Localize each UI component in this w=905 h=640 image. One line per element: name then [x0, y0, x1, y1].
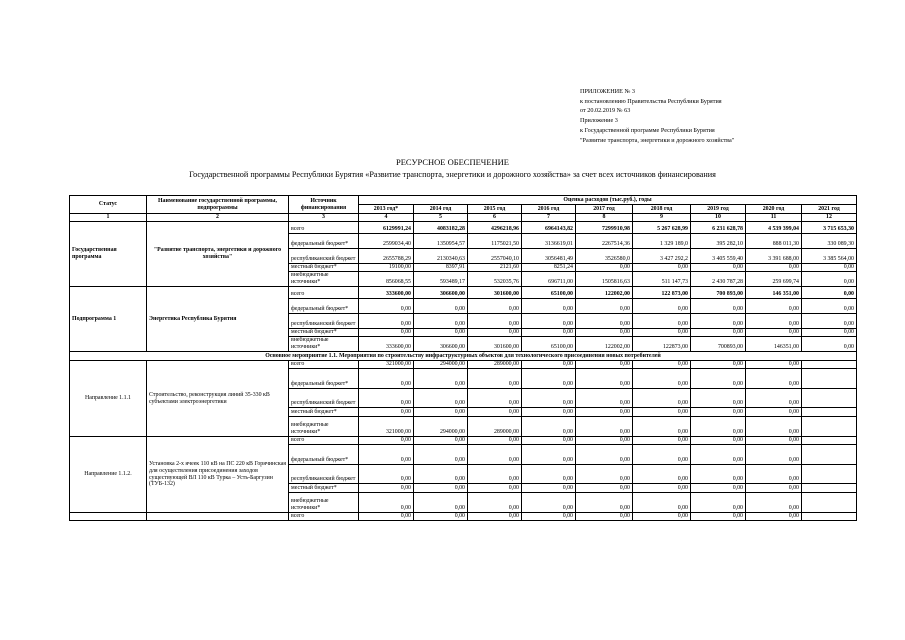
header-line: от 20.02.2019 № 63 — [580, 107, 631, 115]
value-cell: 0,00 — [633, 264, 691, 272]
source-label: внебюджетные источники* — [289, 272, 359, 287]
value-cell: 0,00 — [576, 445, 633, 465]
value-cell: 0,00 — [576, 408, 633, 417]
value-cell: 0,00 — [576, 417, 633, 437]
value-cell: 888 011,30 — [746, 234, 802, 249]
row-name: Энергетика Республика Бурятия — [147, 287, 289, 352]
year-header: 2019 год — [691, 205, 746, 214]
value-cell: 0,00 — [576, 465, 633, 484]
value-cell: 0,00 — [576, 329, 633, 337]
source-label: внебюджетные источники* — [289, 337, 359, 352]
value-cell: 0,00 — [576, 484, 633, 493]
value-cell: 6129991,24 — [359, 222, 414, 234]
value-cell: 2130340,63 — [414, 249, 468, 264]
value-cell: 0,00 — [691, 408, 746, 417]
value-cell: 0,00 — [522, 513, 576, 521]
value-cell: 0,00 — [691, 314, 746, 329]
row-name: Строительство, реконструкция линий 35-330 кВ субъектами электроэнергетики — [147, 361, 289, 437]
row-name: Установка 2-х ячеек 110 кВ на ПС 220 кВ Горячинская для осуществления присоединения заходов существующей ВЛ 110 кВ Турка – Усть-Баргузин (ТУБ-132) — [147, 437, 289, 513]
value-cell: 122 873,00 — [633, 287, 691, 299]
value-cell: 0,00 — [633, 445, 691, 465]
value-cell: 0,00 — [522, 329, 576, 337]
value-cell: 330 089,30 — [802, 234, 857, 249]
value-cell: 6964143,82 — [522, 222, 576, 234]
value-cell: 0,00 — [359, 493, 414, 513]
value-cell: 0,00 — [522, 369, 576, 389]
column-number: 7 — [522, 214, 576, 222]
value-cell — [802, 493, 857, 513]
value-cell: 0,00 — [802, 337, 857, 352]
value-cell: 8397,91 — [414, 264, 468, 272]
column-number: 11 — [746, 214, 802, 222]
value-cell: 5 267 628,99 — [633, 222, 691, 234]
value-cell: 0,00 — [746, 484, 802, 493]
col-header-status: Статус — [70, 196, 147, 214]
value-cell: 0,00 — [522, 437, 576, 445]
value-cell: 301600,00 — [468, 337, 522, 352]
table-row — [70, 437, 857, 445]
row-name — [147, 513, 289, 521]
year-header: 2014 год — [414, 205, 468, 214]
year-header: 2015 год — [468, 205, 522, 214]
value-cell: 259 699,74 — [746, 272, 802, 287]
value-cell: 0,00 — [633, 361, 691, 369]
value-cell: 0,00 — [691, 264, 746, 272]
approval-header — [580, 87, 880, 145]
value-cell: 0,00 — [691, 329, 746, 337]
row-status: Направление 1.1.2. — [70, 437, 147, 513]
value-cell: 321000,00 — [359, 361, 414, 369]
value-cell: 1 329 189,0 — [633, 234, 691, 249]
value-cell: 0,00 — [522, 493, 576, 513]
value-cell: 3 385 564,00 — [802, 249, 857, 264]
value-cell: 1350954,57 — [414, 234, 468, 249]
value-cell: 0,00 — [746, 389, 802, 408]
value-cell: 0,00 — [576, 493, 633, 513]
value-cell — [802, 465, 857, 484]
value-cell: 3 427 292,2 — [633, 249, 691, 264]
value-cell: 122002,00 — [576, 337, 633, 352]
table-row — [70, 222, 857, 234]
value-cell: 7299910,98 — [576, 222, 633, 234]
value-cell: 0,00 — [746, 369, 802, 389]
value-cell — [802, 389, 857, 408]
value-cell: 122002,00 — [576, 287, 633, 299]
value-cell: 0,00 — [802, 264, 857, 272]
source-label: федеральный бюджет* — [289, 445, 359, 465]
source-label: федеральный бюджет* — [289, 369, 359, 389]
value-cell: 696711,00 — [522, 272, 576, 287]
value-cell: 4083182,28 — [414, 222, 468, 234]
value-cell: 0,00 — [691, 484, 746, 493]
value-cell: 856068,55 — [359, 272, 414, 287]
value-cell: 0,00 — [468, 493, 522, 513]
value-cell: 1505816,63 — [576, 272, 633, 287]
value-cell: 0,00 — [414, 369, 468, 389]
value-cell: 333600,00 — [359, 337, 414, 352]
header-line: "Развитие транспорта, энергетики и дорожного хозяйства" — [580, 136, 735, 144]
value-cell: 289000,00 — [468, 417, 522, 437]
column-number: 2 — [147, 214, 289, 222]
column-number: 12 — [802, 214, 857, 222]
value-cell: 0,00 — [468, 445, 522, 465]
value-cell: 0,00 — [746, 329, 802, 337]
source-label: местный бюджет* — [289, 484, 359, 493]
value-cell: 3526580,0 — [576, 249, 633, 264]
value-cell: 0,00 — [633, 329, 691, 337]
value-cell: 0,00 — [633, 513, 691, 521]
column-number: 5 — [414, 214, 468, 222]
value-cell: 289000,00 — [468, 361, 522, 369]
value-cell: 0,00 — [576, 361, 633, 369]
value-cell: 0,00 — [633, 417, 691, 437]
row-status: Подпрограмма 1 — [70, 287, 147, 352]
column-number: 3 — [289, 214, 359, 222]
header-line: Приложение 3 — [580, 117, 618, 125]
value-cell: 0,00 — [746, 314, 802, 329]
year-header: 2016 год — [522, 205, 576, 214]
column-number: 10 — [691, 214, 746, 222]
value-cell: 0,00 — [691, 513, 746, 521]
value-cell: 0,00 — [468, 465, 522, 484]
value-cell: 3136619,01 — [522, 234, 576, 249]
source-label: республиканский бюджет — [289, 465, 359, 484]
value-cell: 0,00 — [522, 417, 576, 437]
year-header: 2013 год* — [359, 205, 414, 214]
value-cell: 0,00 — [414, 465, 468, 484]
value-cell: 0,00 — [746, 437, 802, 445]
source-label: местный бюджет* — [289, 264, 359, 272]
value-cell: 0,00 — [633, 314, 691, 329]
value-cell: 0,00 — [414, 389, 468, 408]
value-cell: 321000,00 — [359, 417, 414, 437]
value-cell: 0,00 — [414, 437, 468, 445]
value-cell: 0,00 — [468, 513, 522, 521]
section-title: Основное мероприятие 1.1. Мероприятия по строительству инфраструктурных объектов для технологического присоединения новых потребителей — [70, 352, 857, 361]
column-number: 9 — [633, 214, 691, 222]
value-cell: 700 893,00 — [691, 287, 746, 299]
header-line: ПРИЛОЖЕНИЕ № 3 — [580, 88, 636, 95]
value-cell: 0,00 — [633, 299, 691, 314]
value-cell: 0,00 — [414, 445, 468, 465]
resource-table — [69, 195, 857, 521]
col-header-source: Источник финансирования — [289, 196, 359, 214]
row-name: "Развитие транспорта, энергетики и дорожного хозяйства" — [147, 222, 289, 287]
value-cell: 0,00 — [414, 329, 468, 337]
year-header: 2018 год — [633, 205, 691, 214]
value-cell: 0,00 — [414, 493, 468, 513]
col-header-estimate: Оценка расходов (тыс.руб.), годы — [359, 196, 857, 205]
value-cell: 0,00 — [633, 437, 691, 445]
value-cell: 395 282,10 — [691, 234, 746, 249]
document-title: РЕСУРСНОЕ ОБЕСПЕЧЕНИЕ — [396, 157, 509, 167]
value-cell: 0,00 — [522, 299, 576, 314]
value-cell: 0,00 — [468, 329, 522, 337]
value-cell — [802, 437, 857, 445]
source-label: местный бюджет* — [289, 408, 359, 417]
value-cell: 0,00 — [746, 417, 802, 437]
value-cell: 3 405 559,40 — [691, 249, 746, 264]
value-cell: 0,00 — [746, 465, 802, 484]
value-cell: 19100,00 — [359, 264, 414, 272]
value-cell: 146351,00 — [746, 337, 802, 352]
value-cell: 0,00 — [414, 484, 468, 493]
value-cell: 0,00 — [522, 389, 576, 408]
value-cell: 593489,17 — [414, 272, 468, 287]
source-label: внебюджетные источники* — [289, 493, 359, 513]
value-cell: 306600,00 — [414, 287, 468, 299]
row-status — [70, 513, 147, 521]
value-cell: 0,00 — [691, 389, 746, 408]
value-cell: 294000,00 — [414, 361, 468, 369]
value-cell: 0,00 — [359, 408, 414, 417]
value-cell: 0,00 — [633, 369, 691, 389]
value-cell: 0,00 — [576, 369, 633, 389]
value-cell: 511 147,73 — [633, 272, 691, 287]
value-cell: 0,00 — [576, 513, 633, 521]
value-cell: 2 430 787,28 — [691, 272, 746, 287]
value-cell: 0,00 — [746, 264, 802, 272]
row-status: Государственная программа — [70, 222, 147, 287]
value-cell: 0,00 — [359, 513, 414, 521]
value-cell — [802, 513, 857, 521]
value-cell: 0,00 — [691, 299, 746, 314]
value-cell: 0,00 — [802, 314, 857, 329]
value-cell: 3 715 653,30 — [802, 222, 857, 234]
year-header: 2017 год — [576, 205, 633, 214]
value-cell: 0,00 — [468, 389, 522, 408]
value-cell: 0,00 — [576, 389, 633, 408]
value-cell: 0,00 — [468, 299, 522, 314]
column-number: 4 — [359, 214, 414, 222]
value-cell: 0,00 — [359, 329, 414, 337]
source-label: местный бюджет* — [289, 329, 359, 337]
value-cell: 0,00 — [359, 369, 414, 389]
value-cell: 2121,60 — [468, 264, 522, 272]
value-cell: 0,00 — [522, 465, 576, 484]
value-cell — [802, 361, 857, 369]
value-cell: 0,00 — [576, 299, 633, 314]
value-cell: 0,00 — [359, 314, 414, 329]
value-cell: 0,00 — [468, 484, 522, 493]
value-cell: 2655788,29 — [359, 249, 414, 264]
value-cell: 0,00 — [359, 437, 414, 445]
year-header: 2020 год — [746, 205, 802, 214]
value-cell: 6 231 628,78 — [691, 222, 746, 234]
row-status: Направление 1.1.1 — [70, 361, 147, 437]
value-cell — [802, 417, 857, 437]
value-cell: 301600,00 — [468, 287, 522, 299]
value-cell — [802, 369, 857, 389]
source-label: всего — [289, 287, 359, 299]
source-label: всего — [289, 513, 359, 521]
value-cell: 0,00 — [746, 408, 802, 417]
value-cell: 0,00 — [746, 513, 802, 521]
value-cell: 532035,76 — [468, 272, 522, 287]
header-line: к постановлению Правительства Республики Бурятия — [580, 97, 722, 105]
value-cell: 0,00 — [691, 493, 746, 513]
source-label: республиканский бюджет — [289, 389, 359, 408]
value-cell: 2557040,10 — [468, 249, 522, 264]
source-label: всего — [289, 437, 359, 445]
column-number: 8 — [576, 214, 633, 222]
value-cell: 0,00 — [522, 361, 576, 369]
table-row — [70, 513, 857, 521]
value-cell: 0,00 — [802, 287, 857, 299]
value-cell: 0,00 — [414, 314, 468, 329]
value-cell: 0,00 — [468, 314, 522, 329]
value-cell: 0,00 — [414, 513, 468, 521]
value-cell: 0,00 — [691, 369, 746, 389]
value-cell: 0,00 — [802, 299, 857, 314]
value-cell: 0,00 — [802, 329, 857, 337]
source-label: всего — [289, 222, 359, 234]
value-cell: 0,00 — [359, 299, 414, 314]
value-cell: 146 351,00 — [746, 287, 802, 299]
value-cell: 0,00 — [414, 408, 468, 417]
value-cell: 0,00 — [691, 445, 746, 465]
value-cell: 2267514,36 — [576, 234, 633, 249]
value-cell: 0,00 — [746, 445, 802, 465]
value-cell: 8251,24 — [522, 264, 576, 272]
value-cell: 700893,00 — [691, 337, 746, 352]
value-cell: 0,00 — [468, 437, 522, 445]
header-line: к Государственной программе Республики Бурятия — [580, 126, 715, 134]
value-cell: 0,00 — [633, 408, 691, 417]
source-label: федеральный бюджет* — [289, 299, 359, 314]
value-cell: 0,00 — [691, 417, 746, 437]
table-row — [70, 361, 857, 369]
source-label: внебюджетные источники* — [289, 417, 359, 437]
value-cell: 0,00 — [633, 493, 691, 513]
value-cell — [802, 484, 857, 493]
table-row — [70, 287, 857, 299]
value-cell: 0,00 — [468, 369, 522, 389]
source-label: федеральный бюджет* — [289, 234, 359, 249]
year-header: 2021 год — [802, 205, 857, 214]
value-cell: 65100,00 — [522, 337, 576, 352]
value-cell: 0,00 — [746, 299, 802, 314]
value-cell: 0,00 — [691, 437, 746, 445]
value-cell: 0,00 — [633, 484, 691, 493]
value-cell: 0,00 — [522, 314, 576, 329]
value-cell: 122873,00 — [633, 337, 691, 352]
source-label: республиканский бюджет — [289, 249, 359, 264]
value-cell: 0,00 — [359, 484, 414, 493]
source-label: республиканский бюджет — [289, 314, 359, 329]
value-cell: 0,00 — [691, 361, 746, 369]
value-cell: 0,00 — [691, 465, 746, 484]
value-cell: 0,00 — [359, 445, 414, 465]
value-cell — [802, 445, 857, 465]
value-cell: 0,00 — [576, 264, 633, 272]
value-cell: 1175021,50 — [468, 234, 522, 249]
value-cell: 4 539 399,04 — [746, 222, 802, 234]
value-cell: 333600,00 — [359, 287, 414, 299]
section-row — [70, 352, 857, 361]
value-cell: 0,00 — [522, 408, 576, 417]
value-cell: 294000,00 — [414, 417, 468, 437]
value-cell: 0,00 — [522, 445, 576, 465]
value-cell: 0,00 — [522, 484, 576, 493]
value-cell: 65100,00 — [522, 287, 576, 299]
source-label: всего — [289, 361, 359, 369]
value-cell: 0,00 — [802, 272, 857, 287]
column-number: 1 — [70, 214, 147, 222]
value-cell: 0,00 — [633, 465, 691, 484]
value-cell: 3 391 688,00 — [746, 249, 802, 264]
column-number: 6 — [468, 214, 522, 222]
value-cell: 0,00 — [633, 389, 691, 408]
value-cell: 0,00 — [576, 437, 633, 445]
value-cell: 0,00 — [359, 465, 414, 484]
value-cell: 0,00 — [746, 361, 802, 369]
value-cell: 3056481,49 — [522, 249, 576, 264]
col-header-name: Наименование государственной программы, подпрограммы — [147, 196, 289, 214]
value-cell: 4296218,96 — [468, 222, 522, 234]
value-cell: 2599034,40 — [359, 234, 414, 249]
value-cell: 306600,00 — [414, 337, 468, 352]
value-cell — [802, 408, 857, 417]
document-subtitle: Государственной программы Республики Бурятия «Развитие транспорта, энергетики и дорожного хозяйства» за счет всех источников финансирования — [189, 170, 716, 179]
value-cell: 0,00 — [746, 493, 802, 513]
value-cell: 0,00 — [359, 389, 414, 408]
value-cell: 0,00 — [414, 299, 468, 314]
value-cell: 0,00 — [468, 408, 522, 417]
value-cell: 0,00 — [576, 314, 633, 329]
